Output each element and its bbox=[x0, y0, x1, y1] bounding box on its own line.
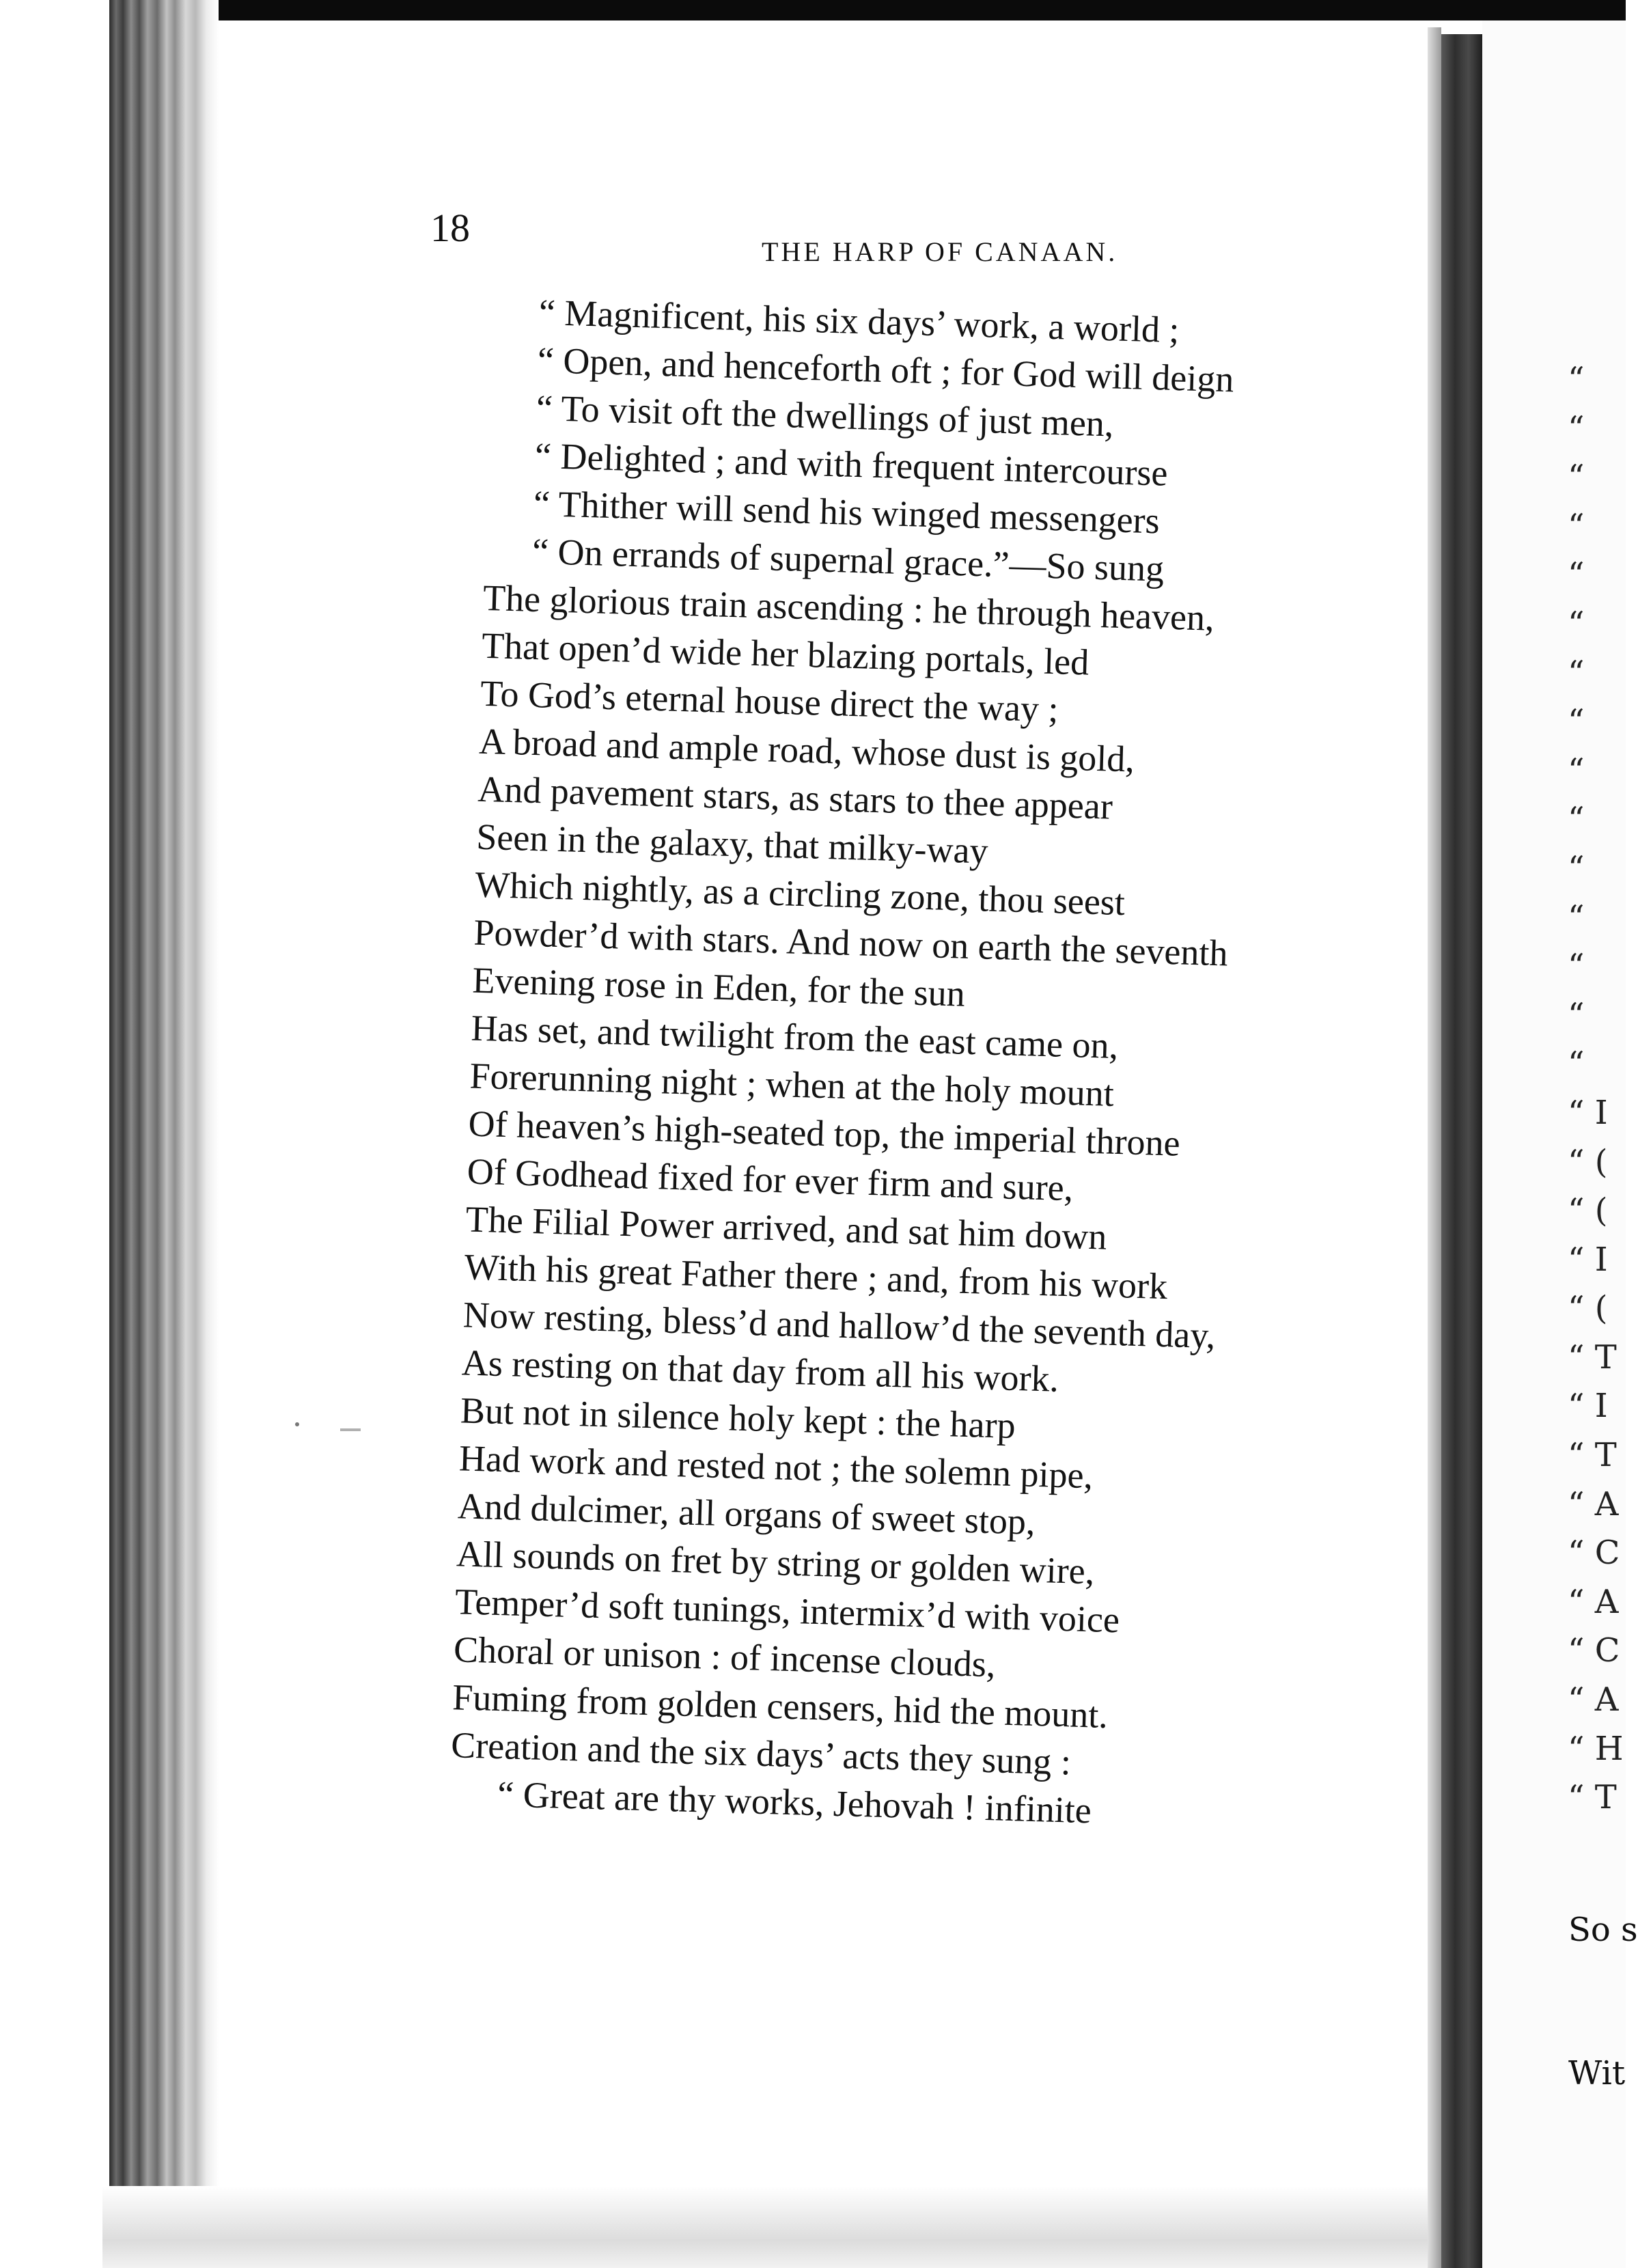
poem-line: And dulcimer, all organs of sweet stop, bbox=[457, 1485, 1036, 1543]
ink-speck bbox=[295, 1422, 299, 1426]
facing-line-start: “ A bbox=[1568, 1681, 1619, 1719]
facing-line-start: “ T bbox=[1568, 1436, 1617, 1475]
poem-line: “ Delighted ; and with frequent intercourse bbox=[534, 434, 1169, 494]
facing-line-start: “ C bbox=[1568, 1534, 1620, 1573]
facing-line-start: “ ( bbox=[1568, 1289, 1608, 1328]
poem-line: “ On errands of supernal grace.”—So sung bbox=[531, 530, 1165, 590]
book-edge-left bbox=[109, 0, 219, 2268]
poem-line: “ Great are thy works, Jehovah ! infinite bbox=[497, 1773, 1092, 1831]
poem-line: Of Godhead fixed for ever firm and sure, bbox=[467, 1150, 1074, 1209]
book-edge-bottom bbox=[102, 2186, 1434, 2268]
poem-line: A broad and ample road, whose dust is gold, bbox=[478, 720, 1135, 780]
poem-line: Fuming from golden censers, hid the mount. bbox=[452, 1676, 1109, 1736]
poem-line: Powder’d with stars. And now on earth the seventh bbox=[473, 911, 1229, 974]
facing-line-start: “ bbox=[1568, 604, 1585, 643]
poem-line: All sounds on fret by string or golden wire, bbox=[456, 1533, 1096, 1592]
poem-line: “ Thither will send his winged messengers bbox=[533, 482, 1161, 542]
poem-line: As resting on that day from all his work. bbox=[461, 1342, 1059, 1400]
poem-line: Had work and rested not ; the solemn pipe, bbox=[458, 1437, 1094, 1497]
poem-line: But not in silence holy kept : the harp bbox=[460, 1389, 1016, 1447]
facing-line-start: “ bbox=[1568, 506, 1585, 545]
facing-line-start: “ bbox=[1568, 458, 1585, 497]
facing-page-line-starts bbox=[1568, 355, 1626, 1823]
facing-line-start: “ T bbox=[1568, 1338, 1617, 1377]
poem-line: Which nightly, as a circling zone, thou seest bbox=[474, 863, 1126, 924]
poem-line: That open’d wide her blazing portals, led bbox=[481, 624, 1090, 683]
facing-line-start: “ bbox=[1568, 653, 1585, 692]
page-number: 18 bbox=[430, 206, 470, 250]
facing-line-start: “ bbox=[1568, 555, 1585, 594]
facing-line-start: “ A bbox=[1568, 1484, 1619, 1523]
facing-line-start: “ bbox=[1568, 800, 1585, 839]
facing-line-start: “ I bbox=[1568, 1240, 1608, 1279]
facing-line-start: “ I bbox=[1568, 1093, 1608, 1132]
poem-line: Seen in the galaxy, that milky-way bbox=[475, 816, 989, 872]
poem-line: Evening rose in Eden, for the sun bbox=[471, 959, 966, 1014]
facing-line-start: “ bbox=[1568, 751, 1585, 790]
facing-line-start: “ bbox=[1568, 702, 1585, 741]
facing-line-start: “ ( bbox=[1568, 1142, 1608, 1181]
facing-line-start: “ ( bbox=[1568, 1191, 1608, 1230]
poem-line: The Filial Power arrived, and sat him down bbox=[465, 1198, 1108, 1258]
poem-line: The glorious train ascending : he through heaven, bbox=[482, 577, 1215, 639]
binding-band bbox=[1441, 34, 1482, 2268]
facing-line-start: “ bbox=[1568, 409, 1585, 447]
poem-line: Temper’d soft tunings, intermix’d with voice bbox=[454, 1581, 1120, 1641]
ink-mark bbox=[340, 1428, 361, 1431]
facing-line-start: “ bbox=[1568, 1045, 1585, 1083]
poem-line: Choral or unison : of incense clouds, bbox=[453, 1629, 997, 1685]
facing-line-start: “ T bbox=[1568, 1778, 1617, 1817]
running-head: THE HARP OF CANAAN. bbox=[762, 236, 1118, 267]
poem-line: And pavement stars, as stars to thee appear bbox=[477, 768, 1113, 827]
facing-tail-line: So s bbox=[1568, 1911, 1638, 1949]
facing-line-start: “ bbox=[1568, 360, 1585, 398]
poem-line: To God’s eternal house direct the way ; bbox=[480, 672, 1059, 730]
poem-line: Creation and the six days’ acts they sung : bbox=[450, 1724, 1072, 1783]
facing-line-start: “ C bbox=[1568, 1631, 1620, 1670]
poem-line: “ To visit oft the dwellings of just men, bbox=[536, 387, 1115, 445]
poem-line: Forerunning night ; when at the holy mount bbox=[469, 1055, 1115, 1114]
poem-line: With his great Father there ; and, from his work bbox=[464, 1246, 1168, 1308]
poem-line: Of heaven’s high-seated top, the imperial throne bbox=[467, 1103, 1181, 1164]
facing-page-tail bbox=[1568, 1810, 1638, 2193]
facing-line-start: “ I bbox=[1568, 1387, 1608, 1426]
facing-line-start: “ bbox=[1568, 848, 1585, 887]
facing-line-start: “ H bbox=[1568, 1729, 1624, 1768]
scan-top-border bbox=[123, 0, 1626, 20]
poem-line: Now resting, bless’d and hallow’d the seventh day, bbox=[462, 1294, 1217, 1357]
facing-line-start: “ A bbox=[1568, 1582, 1619, 1621]
facing-line-start: “ bbox=[1568, 947, 1585, 986]
facing-tail-line: Wit bbox=[1568, 2054, 1626, 2092]
poem-line: “ Open, and henceforth oft ; for God will deign bbox=[537, 339, 1235, 400]
facing-line-start: “ bbox=[1568, 995, 1585, 1034]
poem-line: Has set, and twilight from the east came on, bbox=[470, 1007, 1119, 1067]
poem-line: “ Magnificent, his six days’ work, a world ; bbox=[538, 291, 1180, 351]
facing-line-start: “ bbox=[1568, 898, 1585, 937]
poem-body bbox=[447, 287, 1448, 1905]
